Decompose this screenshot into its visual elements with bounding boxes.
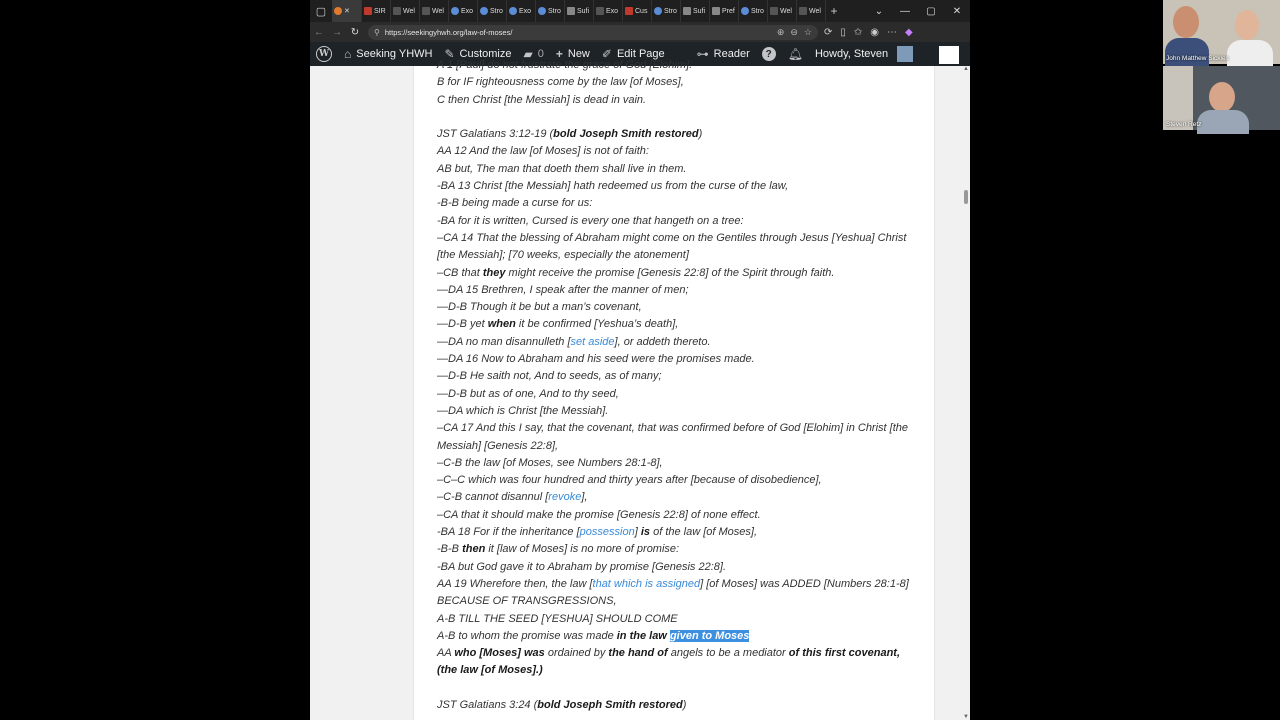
- tab-favicon-icon: [567, 7, 575, 15]
- tab-favicon-icon: [683, 7, 691, 15]
- copilot-icon[interactable]: ◆: [905, 26, 913, 38]
- tab-label: Sufi: [693, 7, 706, 15]
- window-list-icon[interactable]: ⌄: [874, 5, 884, 17]
- scrollbar-thumb[interactable]: [964, 190, 968, 204]
- browser-tab[interactable]: [420, 0, 449, 22]
- tab-favicon-icon: [538, 7, 546, 15]
- reader-label: Reader: [713, 48, 750, 60]
- browser-tab[interactable]: [797, 0, 826, 22]
- verse-bold: is: [640, 526, 651, 539]
- verse-bold: of this first covenant, (the law [of Moses].): [437, 647, 901, 677]
- heading-bold: bold Joseph Smith restored: [553, 128, 699, 141]
- browser-tab[interactable]: [594, 0, 623, 22]
- browser-tab[interactable]: [623, 0, 652, 22]
- verse-line: B for IF righteousness come by the law [of Moses],: [437, 76, 684, 89]
- refresh-extension-icon[interactable]: ⟳: [824, 26, 833, 38]
- article-content: [413, 59, 935, 720]
- verse-line: —DA 15 Brethren, I speak after the manner of men;: [437, 283, 689, 296]
- browser-tab[interactable]: [362, 0, 391, 22]
- verse-line: C then Christ [the Messiah] is dead in vain.: [437, 93, 647, 106]
- verse-bold: the hand of: [608, 647, 668, 660]
- tab-label: Exo: [461, 7, 474, 15]
- tab-label: Stro: [490, 7, 503, 15]
- tab-bar: [310, 0, 970, 22]
- heading-text: JST Galatians 3:24 (: [437, 698, 538, 711]
- verse-line: [437, 645, 917, 680]
- verse-line: -BA 13 Christ [the Messiah] hath redeemed us from the curse of the law,: [437, 180, 789, 193]
- verse-line: AB but, The man that doeth them shall live in them.: [437, 162, 687, 175]
- verse-text: -B-B: [437, 543, 463, 556]
- close-tab-icon[interactable]: ✕: [344, 8, 350, 15]
- comment-count: 0: [537, 48, 544, 60]
- verse-line: —D-B but as of one, And to thy seed,: [437, 387, 619, 400]
- verse-bold: then: [462, 543, 486, 556]
- browser-tab[interactable]: [768, 0, 797, 22]
- page-scrollbar[interactable]: [962, 66, 970, 720]
- tab-label: Stro: [664, 7, 677, 15]
- tab-label: Stro: [751, 7, 764, 15]
- url-text: https://seekingyhwh.org/law-of-moses/: [384, 27, 513, 37]
- verse-bold: they: [482, 266, 506, 279]
- browser-tab[interactable]: [739, 0, 768, 22]
- verse-line: –CA 17 And this I say, that the covenant, that was confirmed before of God [Elohim] in Christ [the Messiah] [Genesis 22:8],: [437, 422, 909, 452]
- verse-line: —DA 16 Now to Abraham and his seed were the promises made.: [437, 353, 755, 366]
- verse-text: —DA no man disannulleth [: [437, 335, 571, 348]
- verse-text: A-B to whom the promise was made: [437, 629, 617, 642]
- tab-label: Sufi: [577, 7, 590, 15]
- heading-text: JST Galatians 3:12-19 (: [437, 128, 554, 141]
- selected-text[interactable]: given to Moses: [669, 629, 750, 642]
- customize-label: Customize: [459, 48, 512, 60]
- verse-line: -BA but God gave it to Abraham by promise [Genesis 22:8].: [437, 560, 726, 573]
- help-icon: ?: [762, 47, 776, 61]
- tab-favicon-icon: [741, 7, 749, 15]
- zoom-icon[interactable]: ⊕: [776, 26, 785, 37]
- verse-line: -BA for it is written, Cursed is every one that hangeth on a tree:: [437, 214, 744, 227]
- favorite-star-icon[interactable]: ☆: [803, 26, 812, 37]
- verse-text: ], or addeth thereto.: [614, 335, 711, 348]
- scroll-up-icon[interactable]: ▲: [963, 66, 969, 72]
- verse-line: [437, 334, 917, 351]
- tab-label: Exo: [519, 7, 532, 15]
- bell-icon: 🔔︎: [787, 47, 803, 61]
- tab-favicon-icon: [596, 7, 604, 15]
- browser-tab[interactable]: [652, 0, 681, 22]
- tab-favicon-icon: [625, 7, 633, 15]
- verse-line: –C–C which was four hundred and thirty years after [because of disobedience],: [437, 474, 822, 487]
- brush-icon: ✎: [444, 47, 455, 61]
- participant-body: [1165, 38, 1209, 68]
- verse-text: of the law [of Moses],: [650, 526, 758, 539]
- tab-label: Wel: [432, 7, 444, 15]
- participant-face: [1235, 10, 1259, 40]
- verse-text: –C-B cannot disannul [: [437, 491, 549, 504]
- verse-line: [437, 628, 917, 645]
- reading-icon[interactable]: ⊖: [790, 26, 798, 37]
- tab-actions-icon[interactable]: ▢: [315, 5, 327, 18]
- tab-favicon-icon: [334, 7, 342, 15]
- verse-text: ],: [581, 491, 588, 504]
- tab-favicon-icon: [480, 7, 488, 15]
- browser-tab[interactable]: [332, 0, 362, 22]
- new-tab-button[interactable]: +: [830, 4, 838, 18]
- verse-text: —D-B yet: [437, 318, 488, 331]
- tab-favicon-icon: [364, 7, 372, 15]
- browser-tab[interactable]: [536, 0, 565, 22]
- browser-tab[interactable]: [507, 0, 536, 22]
- scroll-down-icon[interactable]: ▼: [963, 714, 969, 720]
- pencil-icon: ✐: [601, 47, 612, 61]
- definition-link[interactable]: revoke: [548, 491, 582, 504]
- verse-line: [437, 489, 917, 506]
- verse-bold: when: [487, 318, 516, 331]
- tab-favicon-icon: [712, 7, 720, 15]
- edit-page-label: Edit Page: [616, 48, 665, 60]
- verse-line: A 1 [Paul] do not frustrate the grace of God [Elohim]:: [437, 59, 693, 71]
- plus-icon: +: [555, 47, 563, 61]
- verse-line: —D-B He saith not, And to seeds, as of many;: [437, 370, 662, 383]
- tab-favicon-icon: [799, 7, 807, 15]
- browser-tab[interactable]: [449, 0, 478, 22]
- favorites-icon[interactable]: ✩: [853, 26, 863, 38]
- verse-line: –CA that it should make the promise [Genesis 22:8] of none effect.: [437, 508, 761, 521]
- site-name-label: Seeking YHWH: [356, 48, 433, 60]
- verse-text: ordained by: [544, 647, 609, 660]
- participant-name: John Matthew Sickles: [1166, 55, 1229, 62]
- participant-body: [1227, 40, 1273, 66]
- tab-favicon-icon: [770, 7, 778, 15]
- section-heading: [437, 697, 917, 714]
- back-icon[interactable]: ←: [314, 26, 324, 38]
- verse-text: AA 19 Wherefore then, the law [: [437, 577, 593, 590]
- tab-favicon-icon: [654, 7, 662, 15]
- site-name-menu[interactable]: [338, 42, 438, 66]
- definition-link[interactable]: that which is assigned: [592, 577, 701, 590]
- verse-line: -B-B being made a curse for us:: [437, 197, 593, 210]
- maximize-button[interactable]: ▢: [926, 5, 936, 17]
- definition-link[interactable]: possession: [579, 526, 635, 539]
- participant-body: [1197, 110, 1249, 134]
- browser-tab[interactable]: [391, 0, 420, 22]
- verse-text: angels to be a mediator: [667, 647, 789, 660]
- window-controls: [866, 0, 970, 22]
- heading-text: ): [682, 698, 687, 711]
- reload-icon[interactable]: ↻: [350, 26, 360, 38]
- tab-label: Stro: [548, 7, 561, 15]
- browser-tab[interactable]: [710, 0, 739, 22]
- verse-line: [437, 541, 917, 558]
- verse-text: –CB that: [437, 266, 483, 279]
- verse-line: —DA which is Christ [the Messiah].: [437, 404, 609, 417]
- verse-line: [437, 576, 917, 611]
- tab-favicon-icon: [509, 7, 517, 15]
- definition-link[interactable]: set aside: [570, 335, 615, 348]
- verse-line: AA 12 And the law [of Moses] is not of faith:: [437, 145, 649, 158]
- tab-label: Wel: [403, 7, 415, 15]
- verse-line: –CA 14 That the blessing of Abraham might come on the Gentiles through Jesus [Yeshua] Christ [the Messiah]; [70 weeks, especially the atonement]: [437, 231, 907, 262]
- video-tile-john: [1163, 0, 1280, 64]
- verse-line: [437, 316, 917, 333]
- verse-line: [437, 265, 917, 282]
- verse-text: -BA 18 For if the inheritance [: [437, 526, 580, 539]
- minimize-button[interactable]: —: [900, 5, 910, 17]
- tab-favicon-icon: [422, 7, 430, 15]
- tab-label: Exo: [606, 7, 619, 15]
- verse-line: A-B TILL THE SEED [YESHUA] SHOULD COME: [437, 612, 678, 625]
- verse-bold: who [Moses] was: [454, 647, 545, 660]
- site-info-icon[interactable]: ⚲: [374, 27, 380, 37]
- address-bar-row: [310, 22, 970, 42]
- browser-tab[interactable]: [681, 0, 710, 22]
- more-options-icon[interactable]: ⋯: [887, 26, 898, 38]
- split-screen-icon[interactable]: ▯: [840, 26, 846, 38]
- verse-line: —D-B Though it be but a man’s covenant,: [437, 301, 642, 314]
- video-tile-steven: [1163, 66, 1280, 130]
- tab-label: Pref: [722, 7, 735, 15]
- heading-text: ): [698, 128, 703, 141]
- close-window-button[interactable]: ✕: [952, 5, 962, 17]
- verse-text: ] [of Moses] was ADDED [Numbers 28:1-8] BECAUSE OF TRANSGRESSIONS,: [437, 577, 909, 608]
- browser-tab[interactable]: [478, 0, 507, 22]
- page-viewport: [310, 59, 962, 720]
- tab-label: Wel: [780, 7, 792, 15]
- tab-label: Wel: [809, 7, 821, 15]
- new-label: New: [567, 48, 590, 60]
- glasses-icon: ⊶: [696, 47, 709, 61]
- section-heading: [437, 126, 917, 143]
- tab-favicon-icon: [451, 7, 459, 15]
- tab-label: SIR: [374, 7, 386, 15]
- overlay-box: [939, 46, 959, 64]
- participant-face: [1173, 6, 1199, 38]
- comment-icon: ▰: [523, 47, 533, 61]
- verse-text: it be confirmed [Yeshua’s death],: [515, 318, 679, 331]
- verse-text: AA: [437, 647, 455, 660]
- verse-text: it [law of Moses] is no more of promise:: [485, 543, 680, 556]
- profile-icon[interactable]: ◉: [870, 26, 880, 38]
- wordpress-icon: W: [316, 46, 332, 62]
- browser-window: [310, 0, 970, 720]
- browser-tab[interactable]: [565, 0, 594, 22]
- tab-favicon-icon: [393, 7, 401, 15]
- verse-bold: in the law: [616, 629, 670, 642]
- verse-line: [437, 524, 917, 541]
- tab-label: Cus: [635, 7, 648, 15]
- forward-icon[interactable]: →: [332, 26, 342, 38]
- howdy-label: Howdy, Steven: [814, 48, 889, 60]
- home-icon: ⌂: [344, 47, 352, 61]
- participant-name: Steven Retz: [1166, 121, 1202, 128]
- wp-logo-menu[interactable]: [310, 42, 338, 66]
- url-field[interactable]: [368, 25, 818, 40]
- verse-line: –C-B the law [of Moses, see Numbers 28:1-8],: [437, 456, 663, 469]
- verse-text: might receive the promise [Genesis 22:8] of the Spirit through faith.: [505, 266, 835, 279]
- verse-text: ]: [634, 526, 641, 539]
- heading-bold: bold Joseph Smith restored: [537, 698, 683, 711]
- participant-face: [1209, 82, 1235, 112]
